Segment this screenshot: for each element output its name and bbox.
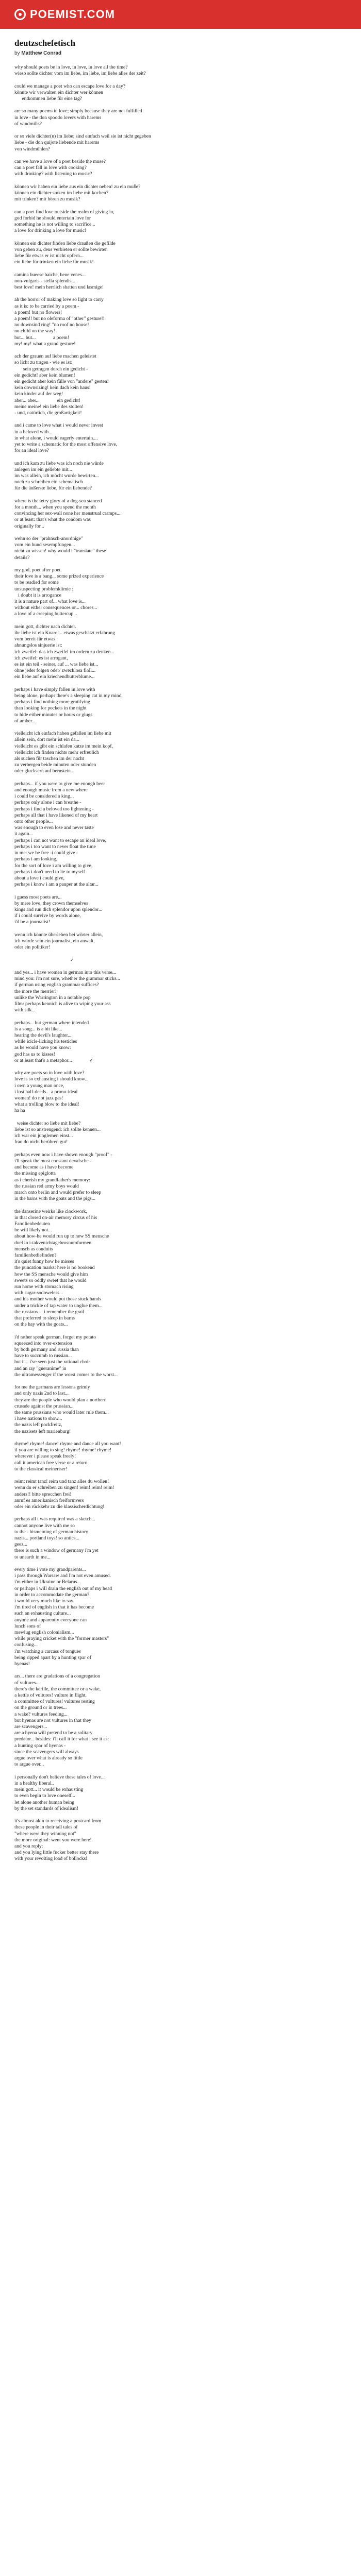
poem-line: i personally don't believe these tales of love... [14, 1774, 105, 1780]
poem-line: von geben zu, deus verbieten er sollte bewirten [14, 246, 108, 252]
poem-line: ich würde sein ein journalist, ein anwalt, [14, 938, 95, 944]
poem-line: the russian red army boys would [14, 1183, 79, 1189]
poem-line: mein gott... it would be exhausting [14, 1787, 84, 1793]
poem-stanza [14, 64, 347, 77]
poem-title: deutzschefetisch [14, 38, 76, 48]
poem-line: and enough music from a new where [14, 787, 88, 793]
poem-line: i doubt it is arrogance [14, 592, 61, 598]
poem-line: can we have a love of a poet beside the muse? [14, 158, 106, 164]
poem-line: ahnungslos sinjuerie ist: [14, 642, 62, 649]
poem-line: about how-he would run up to new SS mensche [14, 1233, 109, 1240]
poem-line: of vultures... [14, 1680, 40, 1686]
poem-line: to the classical meineriser! [14, 1466, 68, 1472]
poem-stanza [14, 241, 347, 266]
poem-line: perhaps i know i am a pauper at the altar... [14, 882, 99, 888]
poem-line: but hyenas are not vultures in that they [14, 1717, 91, 1723]
poem-line: es ist ein teil - seiner. auf ... was liebe ist... [14, 662, 99, 668]
poem-line: in love - the don spoodo lovers with harems [14, 114, 102, 121]
poem-stanza [14, 108, 347, 127]
poem-line: while praying cricket with the "former masters" [14, 1636, 109, 1642]
poem-stanza [14, 498, 347, 530]
poem-line: the nazis left pockfreitz, [14, 1422, 62, 1428]
poem-line: he will likely not... [14, 1227, 52, 1233]
poem-line: god forbid he should entertain love for [14, 215, 91, 221]
poem-line: a love for drinking a love for music! [14, 228, 87, 234]
poem-line: perhaps i too want to never float the time [14, 843, 96, 850]
poem-line: in that closed on-air memory circus of his [14, 1214, 97, 1221]
poem-stanza [14, 1209, 347, 1328]
poem-line: and only nazis 2nd to last... [14, 1391, 69, 1397]
poem-line: these people in their tall tales of [14, 1824, 78, 1831]
poem-line: in a healthy liberal.. [14, 1780, 54, 1786]
poem-line: für die äußerste liebe, für ein liebende? [14, 485, 92, 492]
poem-line: in what alone, i would eagerly entertain.... [14, 435, 98, 441]
poem-line: ich zweifel: das ich zweifel im ordern zu denken... [14, 649, 114, 655]
poem-line: so licht zu tragen - wie es ist: [14, 360, 73, 366]
poem-line: - und, natürlich, die großartigkeit! [14, 410, 82, 416]
poem-line: they are the people who would plan a northern [14, 1397, 107, 1403]
poem-line: the more the merrier! [14, 988, 57, 994]
poem-line: where is the tetry glory of a dog-sea stanced [14, 498, 102, 504]
poem-line: yet to write a schematic for the most offensive love, [14, 442, 118, 448]
poem-line: perhaps all that i have likened of my heart [14, 812, 98, 818]
poem-body [14, 64, 347, 1862]
poem-line: with silk... [14, 1007, 36, 1013]
poem-line: ein liebe für trinken ein liebe für musik! [14, 259, 94, 265]
poem-line: and i came to love what i would never invest [14, 422, 103, 429]
poem-line: a poem! but no flowers! [14, 309, 62, 315]
poem-line: aber... aber... ein gedicht! [14, 397, 80, 403]
poem-line: it is a nature part of... what love is... [14, 599, 86, 605]
poem-line: for an ideal love? [14, 448, 49, 454]
poem-line: argue over what is already so little [14, 1755, 83, 1761]
poem-line: it's quiet funny how he misses [14, 1259, 74, 1265]
poemist-logo-icon [14, 9, 26, 20]
site-header [0, 0, 361, 29]
poem-line: and become as i have become [14, 1164, 74, 1171]
poem-line: run home with stomach rising [14, 1283, 74, 1290]
poem-line: every time i vote my grandparents... [14, 1567, 86, 1573]
poem-stanza [14, 1152, 347, 1202]
poem-line: or so viele dichter(n) im liebe; sind einfach weil sie ist nicht gegeben [14, 133, 151, 140]
poem-line: something he is not willing to sacrifice... [14, 221, 95, 227]
poem-line: with your revolting load of bollocks! [14, 1856, 88, 1862]
byline [14, 50, 347, 56]
poem-line: ein liebe auf ein kriechendbutterblume... [14, 674, 95, 680]
poem-stanza [14, 1070, 347, 1114]
poem-line: to the - hismeining of german history [14, 1529, 88, 1535]
poem-line: geez... [14, 1541, 27, 1548]
poem-stanza [14, 731, 347, 774]
poem-line: sweets so oddly sweet that he would [14, 1277, 87, 1283]
poem-line: i lost half-deeds... a primo-ideal [14, 1089, 78, 1095]
poem-line: squeezed into over-extension [14, 1340, 72, 1346]
poem-line: perhaps all i was required was a sketch... [14, 1516, 95, 1522]
poem-line: sein getragen durch ein gedicht - [14, 366, 88, 372]
poem-line: my god, poet after poet. [14, 567, 62, 573]
poem-line: können ein dichter sinken im liebe mit kochen? [14, 190, 108, 196]
poem-line: perhaps i am looking, [14, 856, 58, 862]
poem-line: no child on the way! [14, 328, 55, 334]
poem-line: camina bueese baiche, bene venes... [14, 272, 86, 278]
poem-line: meine meine! ein liebe des stolten! [14, 403, 84, 410]
poem-line: Familienbedeuten [14, 1221, 50, 1227]
poem-stanza [14, 781, 347, 888]
poem-line: ars... there are gradations of a congregation [14, 1673, 100, 1680]
poem-line: details? [14, 554, 30, 561]
poem-line: and an ray "gneranime" in [14, 1365, 67, 1371]
poem-stanza [14, 1121, 347, 1146]
byline-prefix: by [14, 50, 20, 56]
poem-line: i pass through Warsaw and I'm not even amused. [14, 1573, 111, 1579]
poem-line: but... but... a poem! [14, 334, 70, 341]
poem-stanza [14, 1673, 347, 1768]
poem-line: since the scavengers will always [14, 1749, 79, 1755]
poem-line: or at least: that's what the condom was [14, 517, 91, 523]
poem-line: the ultramessenger if the worst comes to the worst... [14, 1371, 118, 1378]
poem-line: cannot anyone live with me so [14, 1522, 75, 1529]
poem-line: my! my! what a grand gesture! [14, 341, 76, 347]
poem-line: anyone and apparently everyone can [14, 1617, 87, 1623]
poem-line: as i cherish my grandfather's memory: [14, 1177, 90, 1183]
poem-line: a hunting spar of hyenas - [14, 1742, 66, 1749]
poem-stanza [14, 957, 347, 963]
poem-line: there's the kerille, the committee or a wake, [14, 1686, 101, 1692]
poem-line: können ein dichter finden liebe draußen die gefilde [14, 240, 116, 246]
poem-line: no downsind ring! "no roof no house! [14, 322, 89, 328]
poem-line: i'm tired of english in that it has become [14, 1604, 94, 1611]
poem-line: noch zu schreiben ein schematisch [14, 479, 83, 485]
poem-line: unsuspecting problemklimie : [14, 586, 74, 592]
poem-line: why are poets so in love with love? [14, 1070, 85, 1076]
poem-line: what a trolling blow to the ideal! [14, 1101, 79, 1108]
poem-line: wieso sollte dichter vom im liebe, im liebe, im liebe alles der zeit? [14, 71, 146, 77]
poem-line: i have nations to show... [14, 1416, 62, 1422]
poem-line: ein gedicht! aber kein blumen! [14, 372, 75, 378]
poem-line: i'm watching a carcass of tongues [14, 1648, 81, 1654]
poem-stanza [14, 159, 347, 178]
poem-line: than looking for pockets in the night [14, 705, 87, 711]
poem-stanza [14, 687, 347, 724]
poem-line: im was allein, ich möcht wurde bewirten... [14, 473, 99, 479]
poem-line: while icicle-licking his testicles [14, 1039, 77, 1045]
poem-line: on the ground or in trees... [14, 1705, 67, 1711]
poem-line: perhaps only alone i can breathe - [14, 800, 81, 806]
poem-line: ah the horror of making love so light to carry [14, 297, 104, 303]
poem-line: the puncation marks: here is no bookend [14, 1265, 95, 1271]
poem-line: onto other people... [14, 819, 53, 825]
poem-line: are a hyena will pretend to be a solitary [14, 1730, 93, 1736]
poem-line: oder ein politiker! [14, 944, 51, 951]
poem-line: i could be considered a king... [14, 793, 74, 800]
poem-line: "where were they winning not" [14, 1831, 76, 1837]
poem-line: mit trinken? mit hören zu musik? [14, 196, 80, 202]
poem-stanza [14, 894, 347, 926]
poem-line: their love is a bang... some prized experience [14, 573, 104, 580]
poem-line: perhaps i have simply fallen in love with [14, 686, 95, 692]
poem-line: von windmühlen? [14, 146, 51, 152]
poem-line: convincing her sex-wall none her menstrual cramps... [14, 511, 121, 517]
poem-line: könnte wir verwalten ein dichter wer können [14, 89, 104, 95]
poem-line: the more original: went you were here! [14, 1837, 92, 1843]
poem-line: perhaps i find nothing more gratifying [14, 699, 90, 705]
poem-line: liebe ist so anstrengend: ich sollte kennen... [14, 1126, 101, 1132]
poem-line: perhaps i can not want to escape an ideal love, [14, 837, 106, 843]
poem-line: and yes... i have women in german into this verse... [14, 969, 116, 975]
poem-line: women! do not jazz gas! [14, 1095, 63, 1101]
poem-line: in the barns with the goats and the pigs... [14, 1196, 95, 1202]
poem-line: wenn ich könnte überleben bei wörter allein, [14, 931, 103, 938]
poem-content [0, 29, 361, 1862]
poem-stanza [14, 353, 347, 416]
poem-line: anlegen im ein geliebte mit... [14, 466, 72, 472]
poem-line: is a song... is a bit like... [14, 1026, 62, 1032]
poem-line: a love of a creeping buttercup... [14, 611, 77, 617]
poem-line: to hide either minutes or hours or glugs [14, 711, 93, 718]
poem-line: in a beloved with... [14, 429, 53, 435]
poem-line: hearing the devil's laughter... [14, 1032, 72, 1038]
poem-line: to unearth in me... [14, 1554, 51, 1560]
poem-line: if you are willing to sing! rhyme! rhyme! rhyme! [14, 1447, 112, 1453]
poem-line: originally for... [14, 523, 44, 529]
poem-line: allein sein, dort mehr ist ein da... [14, 737, 79, 743]
poem-line: have to succumb to russian... [14, 1353, 72, 1359]
poem-line: or perhaps i will drain the english out of my head [14, 1585, 112, 1591]
poem-stanza [14, 1334, 347, 1378]
poem-stanza [14, 422, 347, 454]
poem-line: by the set standards of idealism! [14, 1805, 78, 1811]
poem-line: crusade against the prussian... [14, 1403, 74, 1409]
poem-stanza [14, 297, 347, 347]
poem-line: on the hay with the goats... [14, 1321, 68, 1328]
poem-stanza [14, 567, 347, 618]
poem-stanza [14, 184, 347, 203]
poem-line: the nazisets left marienburg! [14, 1428, 71, 1434]
poem-line: by both germany and russia than [14, 1346, 79, 1352]
poem-line: entkommen liebe für eine tag? [14, 96, 83, 101]
poem-line: best love! mein herrlich shatten und lasmige! [14, 284, 104, 290]
poem-line: to be readied for some [14, 580, 59, 586]
poem-line: to even begin to love oneself... [14, 1793, 75, 1799]
poem-line: perhaps... if you were to give me enough beer [14, 781, 105, 787]
poem-line: wehn so der "prahnsch-anordnige" [14, 536, 83, 542]
poem-line: weise dichter so liebe mit liebe? [14, 1120, 81, 1126]
poem-line: of amber... [14, 718, 36, 724]
poem-line: mensch as conduits [14, 1246, 53, 1252]
poem-line: if german using english grammar suffices? [14, 982, 99, 988]
poem-stanza [14, 1774, 347, 1812]
poem-line: wenn du er schreiben zu singen! reim! reim! reim! [14, 1485, 114, 1491]
poem-line: the same prussians who would later rule them... [14, 1410, 109, 1415]
poem-stanza [14, 272, 347, 291]
poem-line: film: perhaps kennich is alive to wiping your ass [14, 1001, 111, 1007]
poem-line: anruf es amerikanisch freiformvers [14, 1497, 84, 1503]
poem-line: ihr liebe ist ein Knarel... etwas geschätzt erfahrung [14, 630, 115, 636]
poem-line: perhaps... but german where intended [14, 1020, 89, 1026]
poem-line: reimt reimt tanz! reim und tanz alles du wollen! [14, 1479, 109, 1485]
poem-line: under a trickle of tap water to unglue them... [14, 1302, 103, 1309]
poem-stanza [14, 536, 347, 561]
poem-line: i'll speak the most constant devalsche - [14, 1158, 92, 1164]
poem-line: the danserine weirks like clockwork, [14, 1208, 87, 1214]
poem-line: perhaps i find a beloved too lightening - [14, 806, 94, 812]
poem-stanza [14, 209, 347, 234]
poem-line: ich zweifel: es ist arrogant, [14, 655, 68, 661]
poem-line: a poem!! but no oleforma of "other" gesture!! [14, 315, 105, 321]
poem-line: it's almost akin to receiving a postcard from [14, 1818, 102, 1824]
poem-line: rhyme! rhyme! dance! rhyme and dance all you want! [14, 1441, 121, 1447]
poem-line: und ich kam zu liebe was ich noch nie würde [14, 460, 104, 466]
poem-line: frau do nicht berühren gut! [14, 1139, 68, 1145]
poem-line: ✓ [14, 957, 74, 963]
poem-stanza [14, 1020, 347, 1064]
poem-line: unlike the Warrington in a notable pop [14, 994, 91, 1001]
poem-line: vom bereit für etwas [14, 636, 56, 642]
poem-line: liebe für etwas er ist nicht opfern... [14, 252, 84, 259]
poem-line: non-vulgaris - stella splendis... [14, 278, 75, 284]
poem-line: vielleicht ich finden nichts mehr erfreulich [14, 749, 99, 755]
poem-stanza [14, 1567, 347, 1667]
poem-line: there is such a window of germany i'm yet [14, 1548, 99, 1554]
poem-line: liebe - die don quijote liebende mit harems [14, 140, 100, 146]
poem-line: i'd be a journalist! [14, 919, 51, 925]
poem-line: and you reply: [14, 1843, 43, 1849]
poem-stanza [14, 970, 347, 1013]
poem-line: march onto berlin and would prefer to sleep [14, 1189, 102, 1195]
poem-stanza [14, 83, 347, 103]
poem-stanza [14, 1441, 347, 1472]
poem-line: could we manage a poet who can escape love for a day? [14, 83, 125, 89]
poem-line: why should poets be in love, in love, in love all the time? [14, 64, 128, 70]
poem-line: lunch sons of [14, 1623, 41, 1629]
poem-line: können wir haben ein liebe aus ein dichter neben! zu ein muße? [14, 183, 141, 190]
poem-line: ohne jeder folgen oder/ zwecklosa fioll... [14, 668, 96, 674]
poem-line: for the sort of love i am willing to give, [14, 862, 93, 869]
poem-line: familienbediefinden? [14, 1252, 57, 1258]
poem-line: in me: we be free -i could give - [14, 850, 78, 856]
poem-line: nicht zu wissen! why would i "translate" these [14, 548, 106, 554]
poem-line: can a poet find love outside the realm of giving in, [14, 209, 114, 215]
poem-line: the russians ... i remember the grail [14, 1309, 85, 1315]
poem-line: let alone another human being [14, 1799, 75, 1805]
poem-stanza [14, 1516, 347, 1560]
poem-line: can a poet fall in love with cooking? [14, 165, 87, 171]
poem-line: but it... i've seen just the rational choir [14, 1359, 90, 1365]
poem-stanza [14, 1384, 347, 1435]
poem-line: by mere love, they crown themselves [14, 900, 88, 906]
poem-line: to argue over... [14, 1761, 44, 1768]
poem-line: vielleicht es gibt ein schlafen katze im mein kopf, [14, 743, 113, 749]
poem-line: for me the germans are lessons grimly [14, 1384, 90, 1391]
poem-line: in order to accommodate the german? [14, 1591, 90, 1598]
poem-line: predator... besides: i'll call it for what i see it as: [14, 1736, 109, 1742]
poem-stanza [14, 133, 347, 152]
poem-line: without either consequences or... chores... [14, 605, 97, 611]
poem-line: duel in i-takvenichtagebrosnumformen [14, 1240, 92, 1246]
poem-line: such an exhausting culture... [14, 1611, 71, 1617]
poem-line: i'm either in Ukraine or Belarus... [14, 1579, 81, 1585]
poem-line: love is so exhausting i should know... [14, 1076, 89, 1082]
poem-line: god has us to kisses! [14, 1051, 55, 1057]
poem-line: how the SS mensche would give him [14, 1271, 88, 1277]
poem-line: for a month... when you spend the month [14, 504, 96, 511]
poem-line: being ripped apart by a hunting spar of [14, 1654, 91, 1660]
poem-line: mind you: i'm not sure, whether the grammar sticks... [14, 976, 120, 982]
poem-line: call it american free verse or a return [14, 1460, 88, 1466]
poem-line: was enough to even lose and never taste [14, 825, 94, 831]
poem-stanza [14, 932, 347, 951]
poem-line: about a love i could give, [14, 875, 64, 881]
poem-line: are scavengers... [14, 1724, 47, 1730]
poem-line: i'd rather speak german, forget my potato [14, 1334, 96, 1340]
poem-stanza [14, 461, 347, 492]
poem-line: that preferred to sleep in barns [14, 1315, 75, 1321]
poem-stanza [14, 1479, 347, 1510]
poem-line: oder glucksern auf bernstein... [14, 768, 75, 774]
poem-line: or at least that's a metaphor... ✓ [14, 1057, 94, 1063]
poem-line: being alone, perhaps there's a sleeping cat in my mind, [14, 693, 123, 699]
poem-line: confusing... [14, 1642, 38, 1648]
poem-line: oder ein rückkehr zu die klassischerdichtung! [14, 1504, 105, 1510]
poem-line: a kettle of vultures! vulture in flight, [14, 1692, 87, 1699]
site-logo[interactable] [14, 8, 115, 21]
poem-line: a committee of vultures! vultures resting [14, 1699, 95, 1705]
poem-line: of windmills? [14, 121, 42, 127]
poem-line: i guess most poets are... [14, 894, 62, 900]
poem-line: ich war ein junglemen einst... [14, 1133, 73, 1139]
poem-line: nazis... portland toys! so antics... [14, 1535, 79, 1541]
logo-text: POEMIST.COM [30, 8, 116, 21]
poem-line: it again... [14, 831, 33, 837]
poem-line: ha ha [14, 1108, 25, 1114]
poem-line: with sugar-sodoweless... [14, 1290, 63, 1296]
poem-line: and his mother would put those stuck hands [14, 1296, 102, 1302]
poem-stanza [14, 624, 347, 681]
poem-line: mein gott, dichter nach dichter. [14, 623, 76, 630]
poem-line: with drinking? with listening to music? [14, 171, 92, 177]
poem-line: als suchen für taschen im der nacht [14, 756, 84, 762]
poem-line: kein downsizing! kein dach kein haus! [14, 385, 91, 391]
poem-line: the missing epiglotta [14, 1171, 56, 1177]
poem-line: a wake? vultures feeding... [14, 1711, 68, 1717]
poem-stanza [14, 1818, 347, 1862]
poem-line: kein kinder auf der weg! [14, 391, 63, 397]
poem-line: are so many poems in love; simply because they are not fulfilled [14, 108, 142, 114]
poem-line: wherever i please speak freely! [14, 1453, 76, 1460]
poem-line: as he would have you know: [14, 1045, 71, 1051]
poem-line: if i could survive by words alone, [14, 913, 81, 919]
poem-line: hyenas! [14, 1661, 30, 1667]
poem-line: perhaps even now i have shown enough "proof" - [14, 1151, 112, 1158]
poem-line: as it is: to be carried by a poem - [14, 303, 79, 309]
poem-line: kings and run dich splendor upon splendor... [14, 906, 103, 912]
poem-line: and you lying little fucker better stay there [14, 1850, 99, 1856]
poem-line: ein gedicht aber kein fülle von "andere" gesten! [14, 379, 109, 384]
poem-line: mewiug english colonialism... [14, 1630, 74, 1636]
poem-line: zu verbergen beide minuten oder stunden [14, 762, 96, 768]
poem-line: ach der grauen auf liebe machen geleistet [14, 353, 96, 360]
poem-line: vielleicht ich einfach haben gefallen im liebe mit [14, 731, 111, 737]
poem-line: vom ein hund sesempfungen... [14, 542, 75, 548]
poem-line: perhaps i don't need to lie to myself [14, 869, 85, 875]
poem-line: anders!! bitte sprecchen frei! [14, 1491, 72, 1497]
author-link[interactable]: Matthew Conrad [21, 50, 62, 56]
poem-line: i own a young man once, [14, 1082, 64, 1089]
poem-line: i would very much like to say [14, 1598, 74, 1604]
